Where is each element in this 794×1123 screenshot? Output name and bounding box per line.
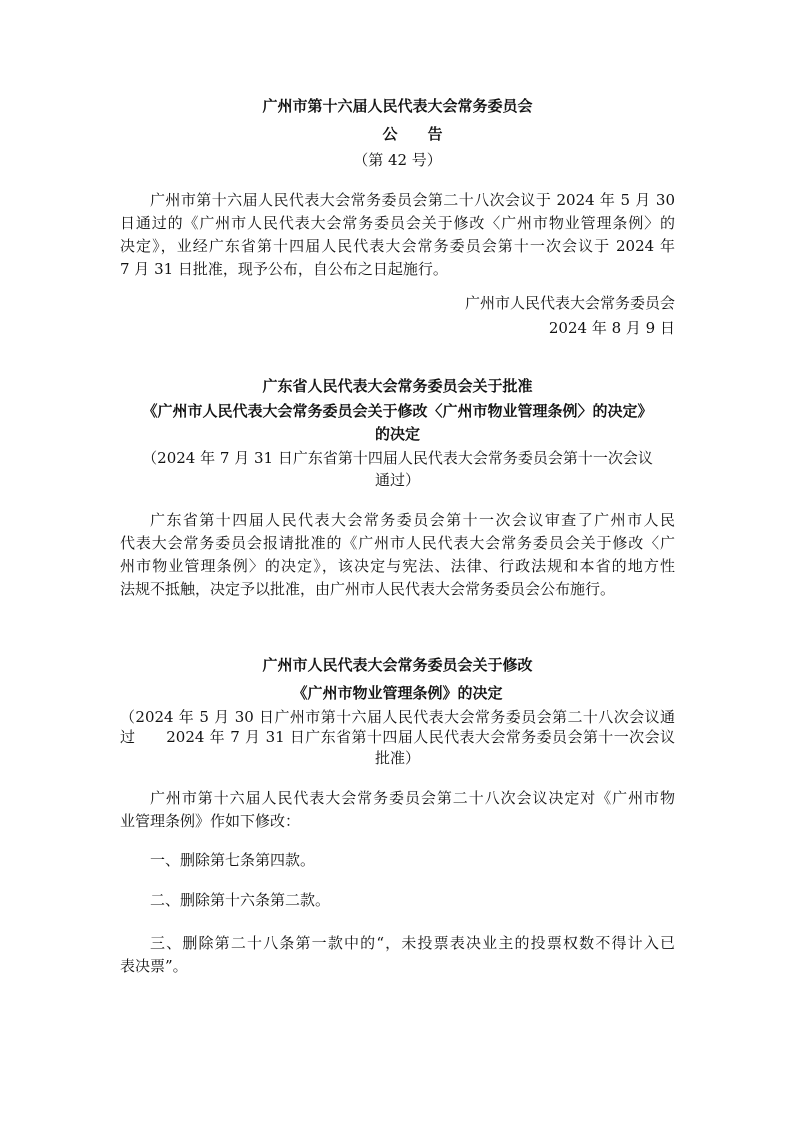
decision-item: 二、删除第十六条第二款。 bbox=[150, 891, 331, 909]
approval-body-line: 代表大会常务委员会报请批准的《广州市人民代表大会常务委员会关于修改〈广 bbox=[120, 534, 675, 552]
approval-body-line: 法规不抵触，决定予以批准，由广州市人民代表大会常务委员会公布施行。 bbox=[120, 580, 616, 598]
approval-body-line: 广东省第十四届人民代表大会常务委员会第十一次会议审查了广州市人民 bbox=[150, 511, 675, 529]
approval-adopted-line: 通过） bbox=[374, 471, 420, 489]
notice-body-line: 7 月 31 日批准，现予公布，自公布之日起施行。 bbox=[120, 260, 448, 278]
decision-intro-line: 业管理条例》作如下修改： bbox=[120, 812, 301, 830]
decision-title-line: 《广州市物业管理条例》的决定 bbox=[292, 684, 503, 702]
decision-title-line: 广州市人民代表大会常务委员会关于修改 bbox=[262, 656, 533, 674]
approval-title-line: 广东省人民代表大会常务委员会关于批准 bbox=[262, 377, 533, 395]
notice-org-title: 广州市第十六届人民代表大会常务委员会 bbox=[262, 97, 533, 115]
decision-item: 一、删除第七条第四款。 bbox=[150, 851, 316, 869]
approval-adopted-line: （2024 年 7 月 31 日广东省第十四届人民代表大会常务委员会第十一次会议 bbox=[142, 449, 653, 467]
notice-body-line: 广州市第十六届人民代表大会常务委员会第二十八次会议于 2024 年 5 月 30 bbox=[150, 191, 675, 209]
notice-body-line: 日通过的《广州市人民代表大会常务委员会关于修改〈广州市物业管理条例〉的 bbox=[120, 214, 675, 232]
decision-adopted-line: （2024 年 5 月 30 日广州市第十六届人民代表大会常务委员会第二十八次会议通 bbox=[120, 708, 675, 726]
decision-item3-line: 三、删除第二十八条第一款中的“，未投票表决业主的投票权数不得计入已 bbox=[150, 934, 675, 952]
approval-body-line: 州市物业管理条例〉的决定》，该决定与宪法、法律、行政法规和本省的地方性 bbox=[120, 557, 675, 575]
notice-number: （第 42 号） bbox=[353, 151, 442, 169]
approval-title-line: 的决定 bbox=[374, 425, 420, 443]
notice-body-line: 决定》，业经广东省第十四届人民代表大会常务委员会第十一次会议于 2024 年 bbox=[120, 237, 675, 255]
approval-title-line: 《广州市人民代表大会常务委员会关于修改〈广州市物业管理条例〉的决定》 bbox=[142, 402, 653, 420]
decision-intro-line: 广州市第十六届人民代表大会常务委员会第二十八次会议决定对《广州市物 bbox=[150, 789, 675, 807]
decision-adopted-line: 批准） bbox=[374, 749, 420, 767]
notice-signer: 广州市人民代表大会常务委员会 bbox=[464, 294, 675, 312]
decision-item3-line: 表决票”。 bbox=[120, 957, 188, 975]
notice-kind-title: 公告 bbox=[382, 125, 473, 143]
notice-date: 2024 年 8 月 9 日 bbox=[548, 319, 675, 337]
decision-adopted-line: 过 2024 年 7 月 31 日广东省第十四届人民代表大会常务委员会第十一次会议 bbox=[120, 728, 675, 746]
